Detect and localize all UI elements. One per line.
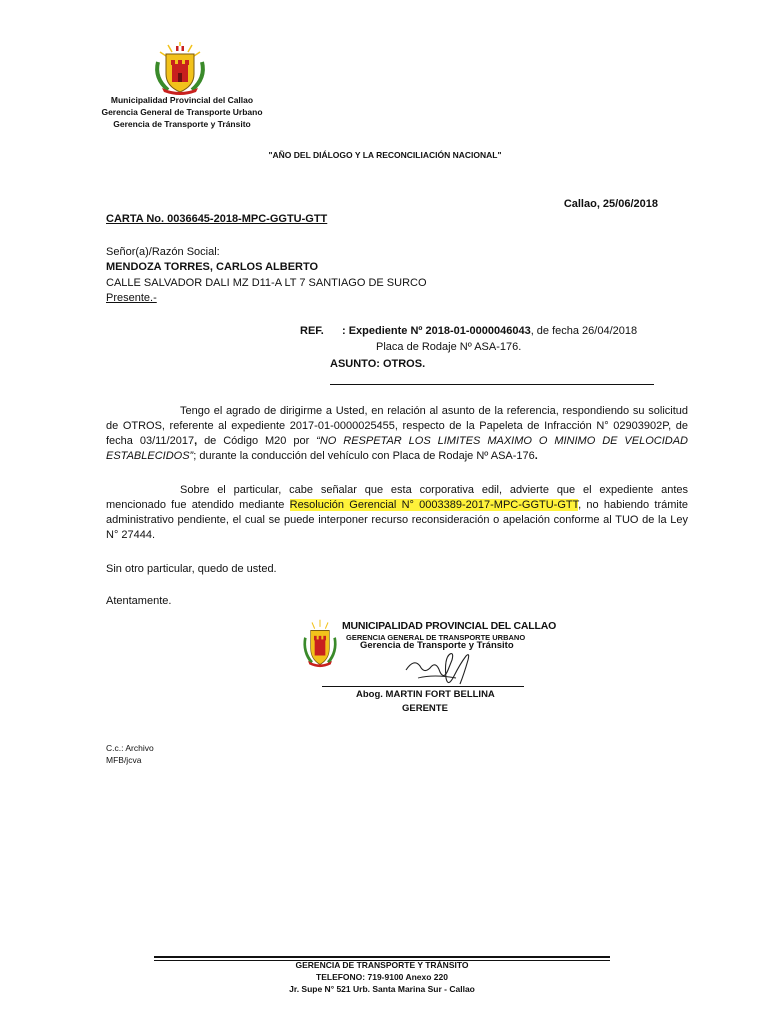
ref-expediente — [342, 324, 637, 339]
footer-office: GERENCIA DE TRANSPORTE Y TRÁNSITO — [295, 960, 469, 970]
initials: MFB/jcva — [106, 755, 142, 765]
paragraph-2 — [106, 483, 688, 543]
highlighted-resolution: Resolución Gerencial N° 0003389-2017-MPC-GGTU-GTT — [289, 499, 579, 511]
stamp-municipality: MUNICIPALIDAD PROVINCIAL DEL CALLAO — [342, 620, 557, 632]
paragraph-1-driving: ; durante la conducción del vehículo con Placa de Rodaje Nº ASA-176 — [193, 450, 535, 462]
paragraph-1-comma: , — [194, 435, 198, 447]
footer-phone: TELEFONO: 719-9100 Anexo 220 — [316, 972, 448, 982]
regards-phrase: Atentamente. — [106, 595, 172, 607]
signature-line — [322, 686, 524, 687]
ref-expediente-number: : Expediente Nº 2018-01-0000046043 — [342, 325, 531, 337]
stamp-crest-logo — [300, 618, 340, 668]
presente-text: Presente.- — [106, 292, 157, 304]
handwritten-signature — [400, 648, 480, 690]
paragraph-1-code: de Código M20 por — [197, 435, 317, 447]
recipient-name: MENDOZA TORRES, CARLOS ALBERTO — [106, 261, 319, 273]
ref-plate: Placa de Rodaje Nº ASA-176. — [376, 341, 522, 353]
signer-name: Abog. MARTIN FORT BELLINA — [356, 689, 495, 700]
municipal-crest-logo — [150, 40, 210, 96]
paragraph-1 — [106, 404, 688, 464]
cc-archive: C.c.: Archivo — [106, 743, 154, 753]
paragraph-1-end: . — [534, 450, 538, 462]
header-transport-management: Gerencia de Transporte y Tránsito — [113, 119, 251, 129]
recipient-address: CALLE SALVADOR DALI MZ D11-A LT 7 SANTIAGO DE SURCO — [106, 277, 427, 289]
footer-divider-thick — [154, 956, 610, 958]
footer-address: Jr. Supe N° 521 Urb. Santa Marina Sur - Callao — [289, 984, 475, 994]
year-motto: "AÑO DEL DIÁLOGO Y LA RECONCILIACIÓN NACIONAL" — [268, 150, 502, 160]
stamp-general-management: GERENCIA GENERAL DE TRANSPORTE URBANO — [346, 633, 526, 642]
paragraph-1-infraction-quote: “NO RESPETAR LOS LIMITES MAXIMO O MINIMO DE VELOCIDAD ESTABLECIDOS” — [106, 435, 688, 462]
recipient-label: Señor(a)/Razón Social: — [106, 246, 220, 258]
ref-subject: ASUNTO: OTROS. — [330, 358, 426, 370]
header-municipality: Municipalidad Provincial del Callao — [110, 95, 254, 105]
header-general-management: Gerencia General de Transporte Urbano — [101, 107, 263, 117]
date-place: Callao, 25/06/2018 — [563, 198, 658, 210]
stamp-transport-management: Gerencia de Transporte y Tránsito — [360, 640, 514, 651]
paragraph-2-rest: , no habiendo trámite administrativo pendiente, el cual se puede interponer recurso reconsideración o apelación conforme al TUO de la Ley N° 27444. — [106, 499, 689, 541]
paragraph-2-intro: Sobre el particular, cabe señalar que esta corporativa edil, advierte que el expediente antes mencionado fue atendido mediante — [106, 484, 688, 511]
paragraph-1-intro: Tengo el agrado de dirigirme a Usted, en relación al asunto de la referencia, respondiendo su solicitud de OTROS, referente al expediente 2017-01-0000025455, respecto de la Papeleta de Infracción N° 02903902P, de fecha 03/11/2017 — [106, 405, 688, 447]
closing-phrase: Sin otro particular, quedo de usted. — [106, 563, 277, 575]
letter-number: CARTA No. 0036645-2018-MPC-GGTU-GTT — [106, 213, 328, 225]
ref-expediente-date: , de fecha 26/04/2018 — [530, 325, 638, 337]
ref-underline — [330, 384, 654, 385]
ref-label: REF. — [300, 325, 324, 337]
signer-position: GERENTE — [402, 703, 448, 714]
